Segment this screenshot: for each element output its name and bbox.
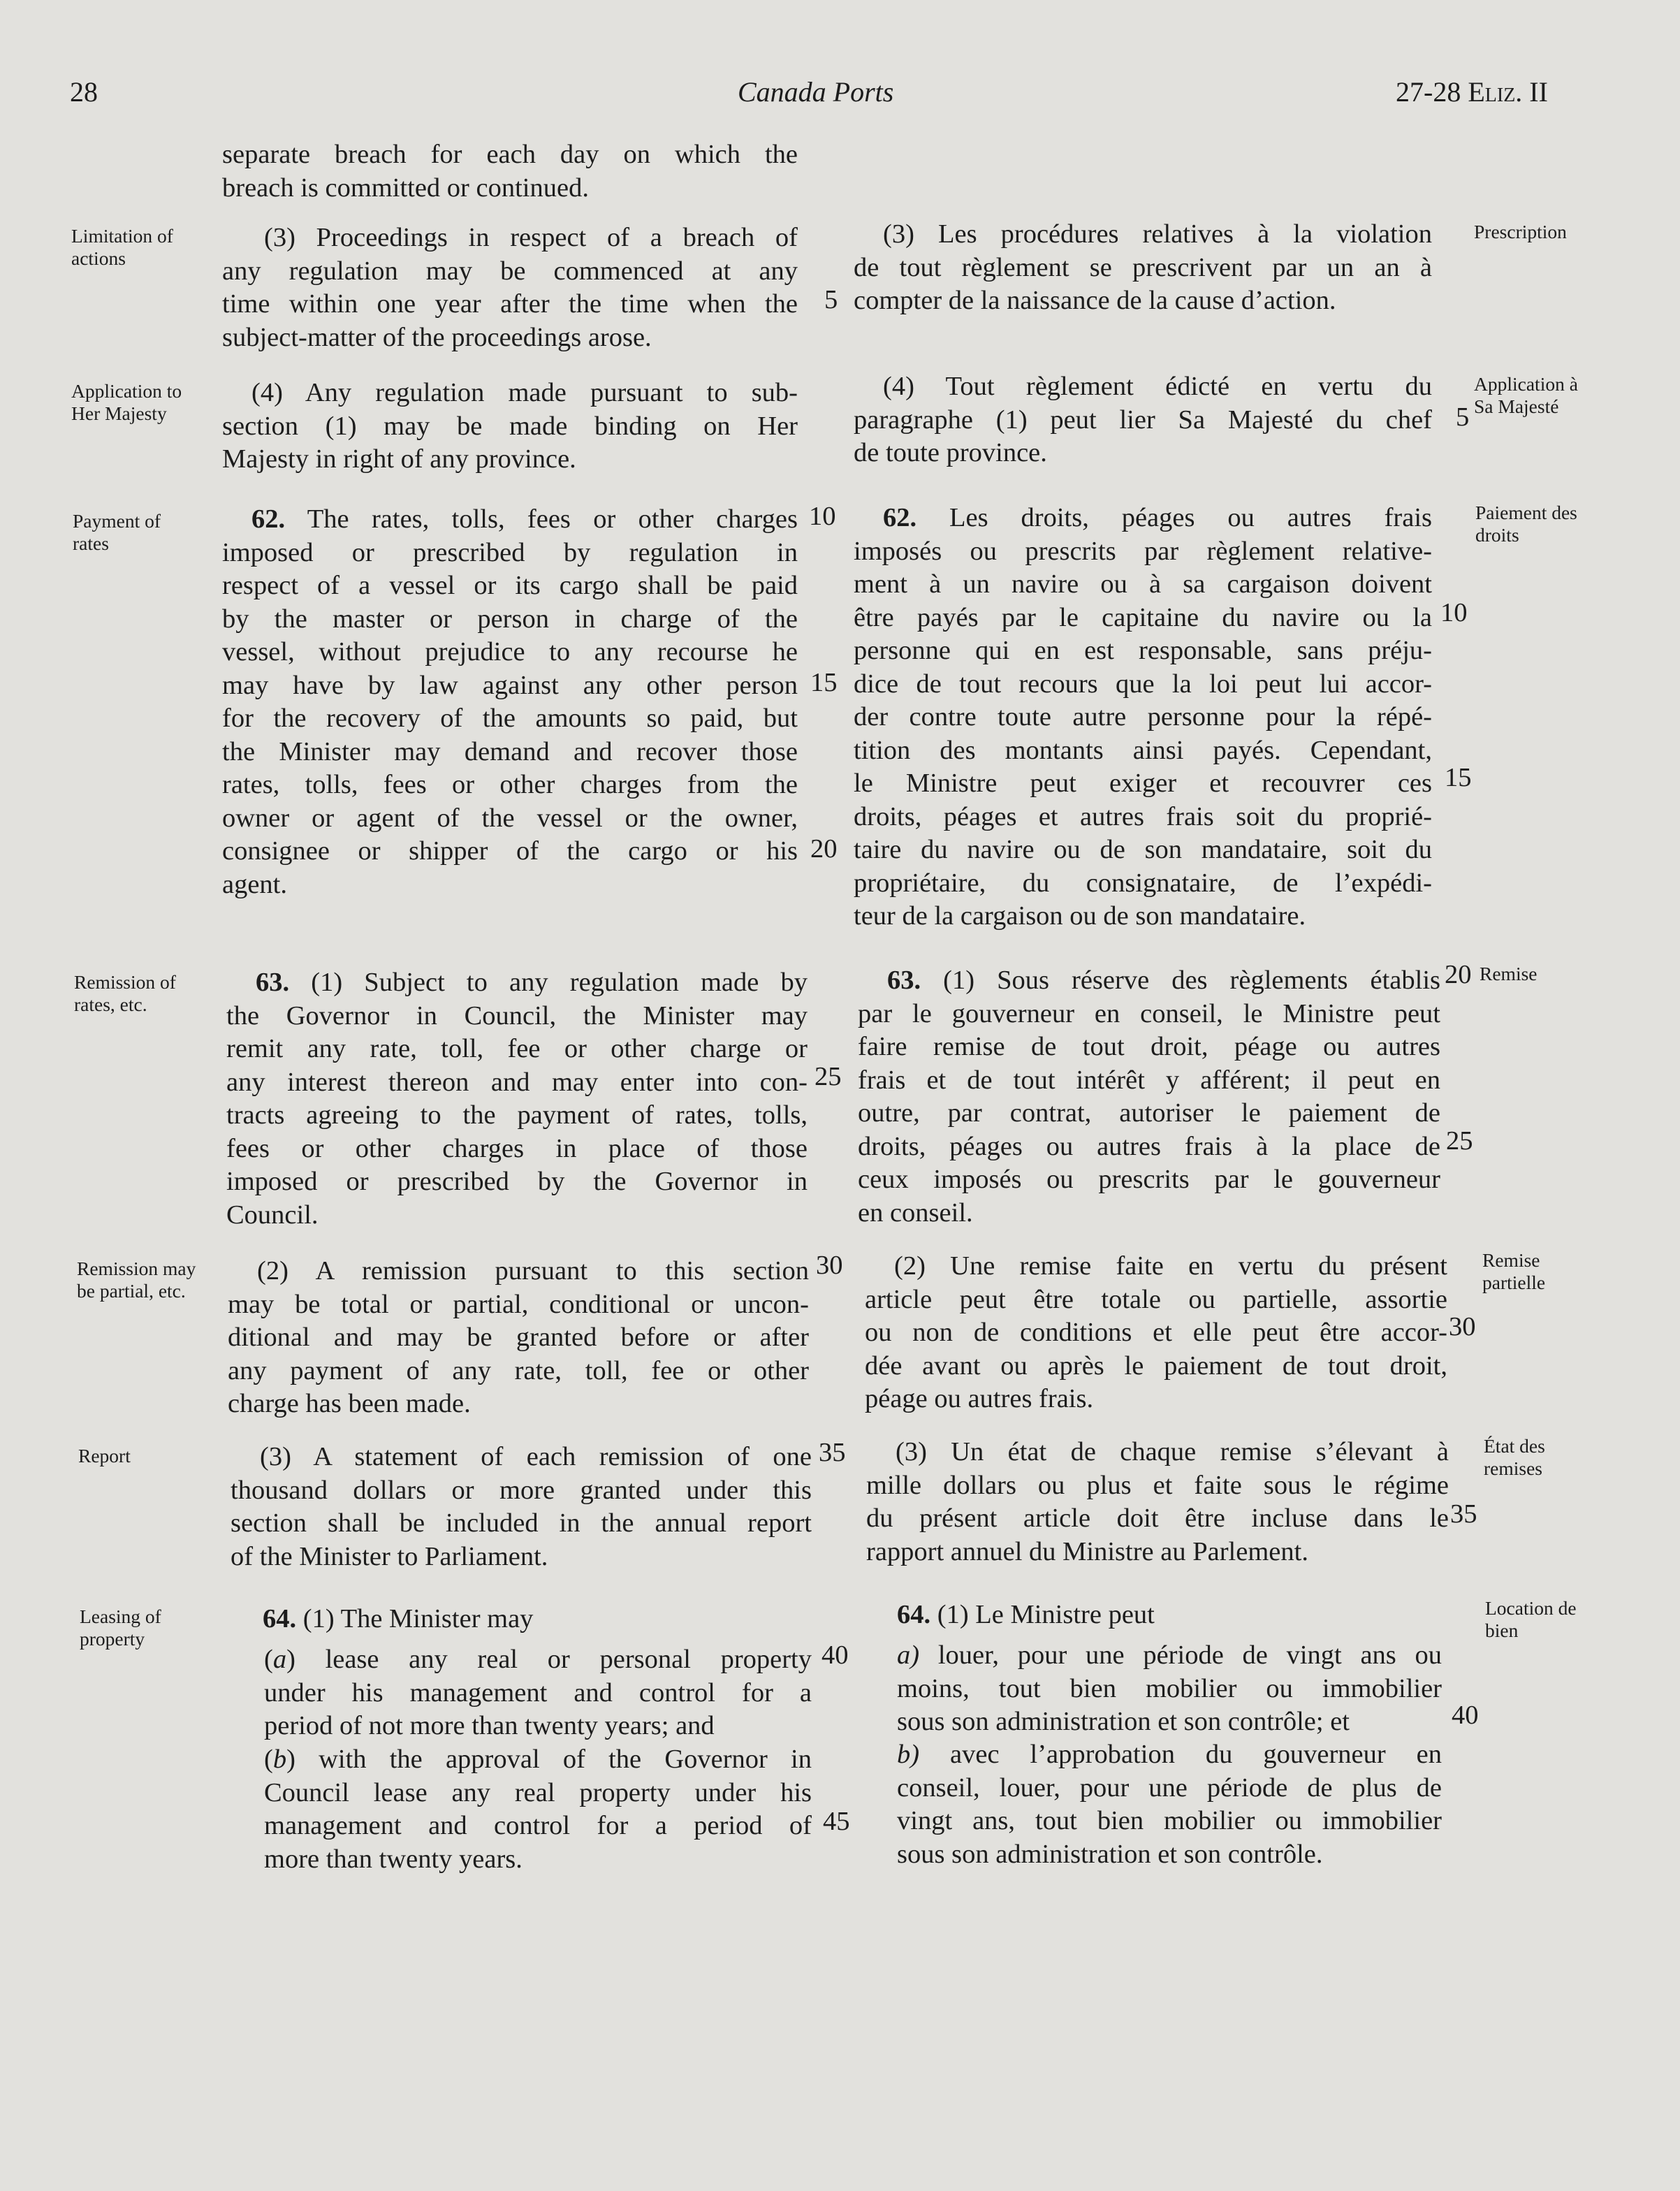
margin-note-etat bbox=[1484, 1435, 1545, 1480]
english-section-63-1 bbox=[226, 966, 808, 1232]
french-paragraph-prescription bbox=[854, 218, 1432, 318]
english-section-63-2 bbox=[228, 1255, 809, 1421]
text-line: section (1) may be made binding on Her bbox=[222, 411, 798, 441]
margin-note-application bbox=[71, 380, 182, 425]
text-line: de tout règlement se prescrivent par un an à bbox=[854, 252, 1432, 282]
margin-note-report bbox=[78, 1445, 131, 1467]
text-line bbox=[263, 1603, 533, 1636]
text-line: separate breach for each day on which the bbox=[222, 140, 798, 169]
text-span: louer, pour une période de vingt ans ou bbox=[937, 1640, 1442, 1670]
french-section-63-3 bbox=[866, 1436, 1449, 1568]
section-number: 64. bbox=[897, 1600, 931, 1629]
text-line: Council lease any real property under his bbox=[264, 1777, 812, 1807]
para-mark: a bbox=[272, 1645, 287, 1674]
text-line: dée avant ou après le paiement de tout droit, bbox=[865, 1351, 1447, 1381]
text-line: breach is committed or continued. bbox=[222, 173, 589, 203]
french-paragraph-64-b bbox=[897, 1738, 1442, 1871]
text-line: may be total or partial, conditional or uncon- bbox=[228, 1289, 809, 1319]
text-line: personne qui en est responsable, sans préju- bbox=[854, 636, 1432, 665]
page-number: 28 bbox=[70, 76, 98, 108]
section-number: 62. bbox=[251, 504, 286, 534]
text-span: with the approval of the Governor in bbox=[319, 1745, 812, 1774]
english-section-62 bbox=[222, 503, 798, 901]
margin-note-remise-partielle bbox=[1482, 1249, 1545, 1294]
note-line: Remission may bbox=[77, 1258, 196, 1279]
english-paragraph-64-a bbox=[264, 1643, 812, 1743]
text-line: teur de la cargaison ou de son mandataire. bbox=[854, 901, 1306, 931]
line-number: 25 bbox=[1446, 1126, 1473, 1156]
margin-note-prescription bbox=[1474, 221, 1567, 243]
note-line: État des bbox=[1484, 1435, 1545, 1457]
line-number: 35 bbox=[819, 1438, 846, 1467]
text-span: avec l’approbation du gouverneur en bbox=[950, 1740, 1442, 1769]
text-line: by the master or person in charge of the bbox=[222, 604, 798, 634]
text-span: (1) Subject to any regulation made by bbox=[289, 968, 808, 997]
text-line: vessel, without prejudice to any recourse he bbox=[222, 637, 798, 667]
text-span: The rates, tolls, fees or other charges bbox=[285, 504, 798, 534]
text-line: (4) Tout règlement édicté en vertu du bbox=[883, 372, 1432, 401]
text-line bbox=[222, 503, 798, 537]
text-line: agent. bbox=[222, 869, 287, 899]
line-number: 40 bbox=[1452, 1701, 1479, 1730]
note-line: rates bbox=[73, 532, 109, 554]
text-line: par le gouverneur en conseil, le Ministre peut bbox=[858, 998, 1440, 1028]
text-line bbox=[897, 1599, 1155, 1632]
text-line: compter de la naissance de la cause d’action. bbox=[854, 286, 1336, 315]
note-line: Leasing of bbox=[80, 1606, 161, 1627]
line-number: 40 bbox=[821, 1640, 849, 1670]
para-mark: a) bbox=[897, 1640, 920, 1670]
english-section-64-heading bbox=[263, 1603, 533, 1636]
text-line: under his management and control for a bbox=[264, 1677, 812, 1708]
regnal-elizabeth: Eliz. bbox=[1468, 76, 1523, 108]
line-number: 10 bbox=[1440, 598, 1468, 627]
note-line: be partial, etc. bbox=[77, 1280, 186, 1302]
french-section-62 bbox=[854, 502, 1432, 933]
text-line bbox=[226, 966, 808, 1000]
section-number: 62. bbox=[883, 503, 917, 532]
text-line: (2) A remission pursuant to this section bbox=[257, 1256, 809, 1286]
line-number: 5 bbox=[1456, 402, 1470, 432]
french-section-64-heading bbox=[897, 1599, 1155, 1632]
regnal-roman: II bbox=[1522, 76, 1548, 108]
english-paragraph-64-b bbox=[264, 1743, 812, 1876]
text-span: Les droits, péages ou autres frais bbox=[916, 503, 1432, 532]
text-line: der contre toute autre personne pour la répé- bbox=[854, 702, 1432, 731]
note-line: Remission of bbox=[74, 971, 176, 993]
text-line: imposés ou prescrits par règlement relative- bbox=[854, 536, 1432, 566]
text-span: (1) The Minister may bbox=[296, 1604, 534, 1633]
note-line: Prescription bbox=[1474, 221, 1567, 242]
margin-note-remission bbox=[74, 971, 176, 1016]
section-number: 63. bbox=[256, 968, 290, 997]
text-line: the Minister may demand and recover those bbox=[222, 736, 798, 766]
text-line: droits, péages et autres frais soit du proprié- bbox=[854, 801, 1432, 831]
text-line: mille dollars ou plus et faite sous le régime bbox=[866, 1470, 1449, 1500]
text-line: (4) Any regulation made pursuant to sub- bbox=[251, 378, 798, 407]
note-line: remises bbox=[1484, 1457, 1543, 1479]
text-line: être payés par le capitaine du navire ou la bbox=[854, 602, 1432, 632]
note-line: Remise bbox=[1480, 963, 1537, 984]
text-line: imposed or prescribed by the Governor in bbox=[226, 1167, 808, 1196]
line-number: 15 bbox=[1445, 763, 1472, 792]
text-line: rapport annuel du Ministre au Parlement. bbox=[866, 1536, 1308, 1566]
text-line: paragraphe (1) peut lier Sa Majesté du chef bbox=[854, 405, 1432, 435]
text-line: fees or other charges in place of those bbox=[226, 1133, 808, 1163]
text-line: (3) Un état de chaque remise s’élevant à bbox=[896, 1437, 1449, 1466]
note-line: Application à bbox=[1474, 373, 1578, 395]
text-line: may have by law against any other person bbox=[222, 670, 798, 700]
english-paragraph-limitation bbox=[222, 221, 798, 354]
text-line: de toute province. bbox=[854, 438, 1047, 467]
text-line: owner or agent of the vessel or the owner, bbox=[222, 803, 798, 833]
text-line: thousand dollars or more granted under this bbox=[231, 1475, 812, 1505]
margin-note-paiement bbox=[1475, 502, 1577, 546]
line-number: 25 bbox=[815, 1062, 842, 1091]
note-line: Paiement des bbox=[1475, 502, 1577, 523]
text-line: imposed or prescribed by regulation in bbox=[222, 537, 798, 567]
text-line: sous son administration et son contrôle. bbox=[897, 1839, 1323, 1869]
text-line: time within one year after the time when the bbox=[222, 289, 798, 319]
text-line: any payment of any rate, toll, fee or other bbox=[228, 1355, 809, 1385]
note-line: Her Majesty bbox=[71, 402, 167, 424]
line-number: 30 bbox=[816, 1251, 843, 1280]
text-line: rates, tolls, fees or other charges from the bbox=[222, 770, 798, 799]
text-line: the Governor in Council, the Minister may bbox=[226, 1000, 808, 1031]
text-line: faire remise de tout droit, péage ou autres bbox=[858, 1032, 1440, 1061]
text-line: conseil, louer, pour une période de plus de bbox=[897, 1773, 1442, 1803]
note-line: Limitation of bbox=[71, 225, 173, 247]
text-line: respect of a vessel or its cargo shall be paid bbox=[222, 571, 798, 600]
text-line bbox=[854, 502, 1432, 535]
line-number: 5 bbox=[824, 285, 838, 314]
text-line: péage ou autres frais. bbox=[865, 1384, 1094, 1413]
line-number: 20 bbox=[810, 834, 838, 864]
text-line bbox=[897, 1738, 1442, 1772]
margin-note-remise bbox=[1480, 963, 1537, 985]
french-section-63-2 bbox=[865, 1250, 1447, 1416]
text-span: (1) Le Ministre peut bbox=[930, 1600, 1155, 1629]
text-line: moins, tout bien mobilier ou immobilier bbox=[897, 1673, 1442, 1703]
english-paragraph-breach-continued bbox=[222, 138, 798, 205]
note-line: Application to bbox=[71, 380, 182, 402]
note-line: partielle bbox=[1482, 1272, 1546, 1293]
text-line: droits, péages ou autres frais à la place de bbox=[858, 1131, 1440, 1161]
text-line: consignee or shipper of the cargo or his bbox=[222, 836, 798, 866]
margin-note-leasing bbox=[80, 1606, 161, 1650]
text-line: section shall be included in the annual report bbox=[231, 1508, 812, 1538]
text-line: (a) lease any real or personal property bbox=[264, 1645, 812, 1674]
margin-note-payment bbox=[73, 510, 161, 555]
note-line: rates, etc. bbox=[74, 993, 147, 1015]
section-number: 64. bbox=[263, 1604, 297, 1633]
text-line: taire du navire ou de son mandataire, soit du bbox=[854, 835, 1432, 864]
text-line: any regulation may be commenced at any bbox=[222, 256, 798, 286]
text-line: more than twenty years. bbox=[264, 1844, 523, 1874]
margin-note-location bbox=[1485, 1597, 1577, 1642]
note-line: Remise bbox=[1482, 1249, 1540, 1271]
text-line: vingt ans, tout bien mobilier ou immobilier bbox=[897, 1806, 1442, 1835]
text-line: ou non de conditions et elle peut être accor- bbox=[865, 1318, 1447, 1347]
text-line: du présent article doit être incluse dans le bbox=[866, 1504, 1449, 1533]
text-line: ditional and may be granted before or after bbox=[228, 1323, 809, 1352]
text-line: of the Minister to Parliament. bbox=[231, 1541, 548, 1571]
text-line: remit any rate, toll, fee or other charge or bbox=[226, 1034, 808, 1063]
text-line: (3) Les procédures relatives à la violation bbox=[883, 219, 1432, 249]
regnal-year bbox=[1396, 78, 1548, 106]
note-line: droits bbox=[1475, 524, 1519, 546]
text-span: lease any real or personal property bbox=[325, 1645, 812, 1674]
text-line: ceux imposés ou prescrits par le gouverneur bbox=[858, 1165, 1440, 1194]
text-line: tracts agreeing to the payment of rates, tolls, bbox=[226, 1100, 808, 1130]
text-line bbox=[897, 1639, 1442, 1673]
para-mark: b bbox=[272, 1745, 287, 1774]
french-paragraph-64-a bbox=[897, 1639, 1442, 1739]
text-line: outre, par contrat, autoriser le paiement de bbox=[858, 1098, 1440, 1128]
text-line: period of not more than twenty years; and bbox=[264, 1711, 715, 1740]
text-line: management and control for a period of bbox=[264, 1811, 812, 1840]
line-number: 30 bbox=[1449, 1312, 1476, 1341]
note-line: Report bbox=[78, 1445, 131, 1466]
running-title: Canada Ports bbox=[738, 76, 894, 108]
text-line: charge has been made. bbox=[228, 1389, 471, 1418]
text-line: ment à un navire ou à sa cargaison doivent bbox=[854, 569, 1432, 599]
text-line: (b) with the approval of the Governor in bbox=[264, 1745, 812, 1774]
text-line: article peut être totale ou partielle, assortie bbox=[865, 1284, 1447, 1314]
text-line bbox=[858, 964, 1440, 998]
text-line: tition des montants ainsi payés. Cependant, bbox=[854, 735, 1432, 765]
regnal-prefix: 27-28 bbox=[1396, 76, 1468, 108]
english-section-63-3 bbox=[231, 1441, 812, 1573]
french-paragraph-application bbox=[854, 370, 1432, 470]
para-mark: b) bbox=[897, 1740, 920, 1769]
french-section-63-1 bbox=[858, 964, 1440, 1230]
line-number: 45 bbox=[823, 1807, 850, 1836]
text-line: propriétaire, du consignataire, de l’expédi- bbox=[854, 868, 1432, 898]
text-line: Council. bbox=[226, 1200, 319, 1230]
note-line: Sa Majesté bbox=[1474, 395, 1559, 417]
margin-note-remission-partial bbox=[77, 1258, 196, 1302]
text-line: Majesty in right of any province. bbox=[222, 444, 576, 474]
margin-note-application-fr bbox=[1474, 373, 1578, 418]
text-span: (1) Sous réserve des règlements établis bbox=[921, 966, 1440, 995]
line-number: 10 bbox=[809, 502, 836, 531]
english-paragraph-application bbox=[222, 377, 798, 476]
line-number: 35 bbox=[1450, 1499, 1477, 1529]
note-line: Location de bbox=[1485, 1597, 1577, 1619]
text-line: for the recovery of the amounts so paid, but bbox=[222, 704, 798, 733]
text-line: (3) Proceedings in respect of a breach of bbox=[264, 223, 798, 252]
margin-note-limitation bbox=[71, 225, 173, 270]
text-line: frais et de tout intérêt y afférent; il peut en bbox=[858, 1065, 1440, 1095]
text-line: (3) A statement of each remission of one bbox=[260, 1442, 812, 1471]
note-line: Payment of bbox=[73, 510, 161, 532]
text-line: (2) Une remise faite en vertu du présent bbox=[894, 1251, 1447, 1281]
text-line: subject-matter of the proceedings arose. bbox=[222, 322, 652, 352]
line-number: 15 bbox=[810, 668, 838, 697]
text-line: sous son administration et son contrôle; et bbox=[897, 1707, 1350, 1736]
text-line: le Ministre peut exiger et recouvrer ces bbox=[854, 769, 1432, 798]
note-line: actions bbox=[71, 247, 126, 269]
section-number: 63. bbox=[887, 966, 921, 995]
note-line: bien bbox=[1485, 1619, 1519, 1641]
text-line: any interest thereon and may enter into con- bbox=[226, 1067, 808, 1097]
note-line: property bbox=[80, 1628, 145, 1650]
text-line: en conseil. bbox=[858, 1198, 973, 1228]
line-number: 20 bbox=[1445, 960, 1472, 989]
text-line: dice de tout recours que la loi peut lui accor- bbox=[854, 669, 1432, 699]
